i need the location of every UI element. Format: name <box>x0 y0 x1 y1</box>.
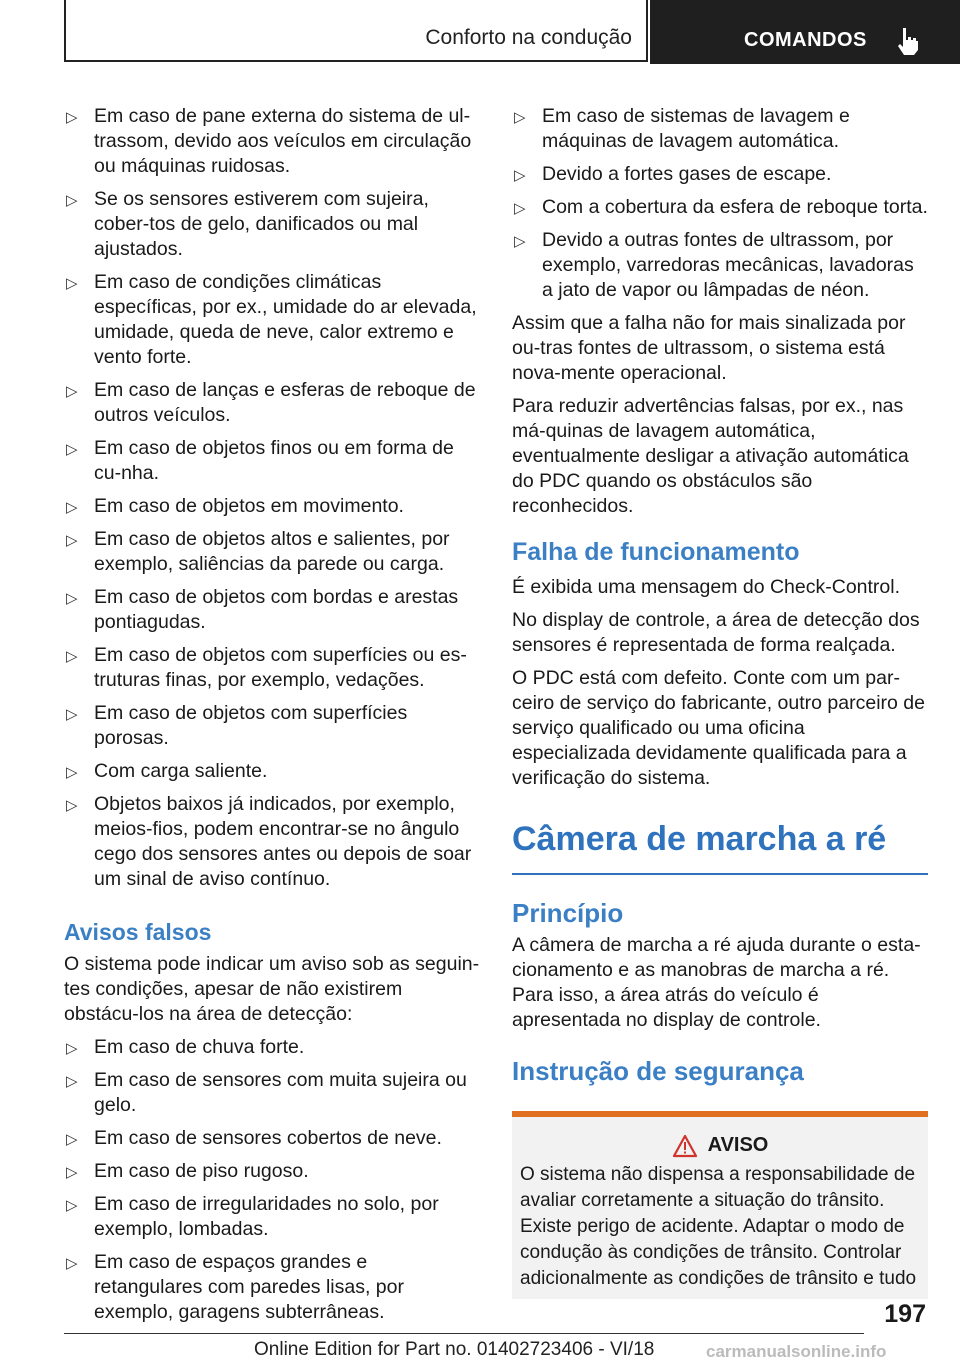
list-item-text: Em caso de objetos em movimento. <box>94 495 404 517</box>
triangle-bullet-icon: ▷ <box>514 167 526 184</box>
paragraph: No display de controle, a área de detecção dos sensores é representada de forma realçada. <box>512 609 920 656</box>
list-item-text: Com a cobertura da esfera de reboque torta. <box>542 196 928 218</box>
list-item <box>64 1126 480 1151</box>
left-column <box>64 104 480 1333</box>
warning-title: AVISO <box>707 1134 769 1156</box>
list-item-text: Objetos baixos já indicados, por exemplo, meios-fios, podem encontrar-se no ângulo cego dos sensores antes ou depois de soar um sinal de aviso contínuo. <box>94 793 472 890</box>
list-item-text: Em caso de espaços grandes e retangulares com paredes lisas, por exemplo, garagens subterrâneas. <box>94 1251 404 1323</box>
list-item-text: Em caso de piso rugoso. <box>94 1160 309 1182</box>
list-item-text: Em caso de objetos com superfícies ou es-truturas finas, por exemplo, vedações. <box>94 644 467 691</box>
warning-text: O sistema não dispensa a responsabilidade de avaliar corretamente a situação do trânsito. Existe perigo de acidente. Adaptar o modo de condução às condições de trânsito. Controlar adicionalmente as condições de trânsito e tudo <box>520 1164 917 1289</box>
triangle-bullet-icon: ▷ <box>514 109 526 126</box>
list-item <box>64 1192 480 1242</box>
list-item <box>64 527 480 577</box>
list-item <box>64 1250 480 1325</box>
list-item-text: Com carga saliente. <box>94 760 268 782</box>
warning-triangle-icon <box>672 1134 698 1158</box>
paragraph: O PDC está com defeito. Conte com um par-ceiro de serviço do fabricante, outro parceiro de serviço qualificado ou uma oficina especializada devidamente qualificada para a verificação do sistema. <box>512 667 925 789</box>
list-item <box>64 378 480 428</box>
list-item-text: Em caso de sensores com muita sujeira ou gelo. <box>94 1069 467 1116</box>
list-item <box>512 162 928 187</box>
list-item-text: Em caso de irregularidades no solo, por exemplo, lombadas. <box>94 1193 439 1240</box>
paragraph-avisos: O sistema pode indicar um aviso sob as seguin-tes condições, apesar de não existirem obstácu-los na área de detecção: <box>64 953 480 1025</box>
triangle-bullet-icon: ▷ <box>66 532 78 549</box>
list-item-text: Em caso de objetos com superfícies porosas. <box>94 702 408 749</box>
triangle-bullet-icon: ▷ <box>66 1164 78 1181</box>
triangle-bullet-icon: ▷ <box>514 233 526 250</box>
page-number: 197 <box>884 1300 926 1328</box>
list-item <box>512 104 928 154</box>
triangle-bullet-icon: ▷ <box>66 1073 78 1090</box>
bullet-list-false-warnings <box>64 1035 480 1325</box>
triangle-bullet-icon: ▷ <box>66 109 78 126</box>
triangle-bullet-icon: ▷ <box>66 275 78 292</box>
list-item <box>64 270 480 370</box>
triangle-bullet-icon: ▷ <box>66 797 78 814</box>
section-header-box <box>64 0 648 62</box>
triangle-bullet-icon: ▷ <box>514 200 526 217</box>
chapter-tab-label: COMANDOS <box>744 29 867 51</box>
section-title: Conforto na condução <box>425 26 632 49</box>
chapter-tab <box>650 0 960 64</box>
list-item-text: Em caso de condições climáticas específicas, por ex., umidade do ar elevada, umidade, queda de neve, calor extremo e vento forte. <box>94 271 477 368</box>
footer-divider <box>64 1333 864 1334</box>
triangle-bullet-icon: ▷ <box>66 764 78 781</box>
list-item <box>512 195 928 220</box>
heading-falha-de-funcionamento: Falha de funcionamento <box>512 538 800 566</box>
page-header <box>64 0 960 66</box>
paragraph: Para reduzir advertências falsas, por ex., nas má-quinas de lavagem automática, eventualmente desligar a ativação automática do PDC quando os obstáculos são reconhecidos. <box>512 395 909 517</box>
list-item-text: Em caso de chuva forte. <box>94 1036 305 1058</box>
list-item-text: Em caso de sistemas de lavagem e máquinas de lavagem automática. <box>542 105 850 152</box>
warning-header <box>520 1133 920 1158</box>
list-item <box>64 701 480 751</box>
list-item-text: Em caso de lanças e esferas de reboque de outros veículos. <box>94 379 476 426</box>
triangle-bullet-icon: ▷ <box>66 706 78 723</box>
warning-box <box>512 1111 928 1299</box>
list-item <box>64 1068 480 1118</box>
bullet-list-false-warnings-cont <box>512 104 928 303</box>
list-item-text: Devido a fortes gases de escape. <box>542 163 832 185</box>
list-item <box>64 643 480 693</box>
triangle-bullet-icon: ▷ <box>66 441 78 458</box>
list-item <box>64 759 480 784</box>
list-item <box>64 1159 480 1184</box>
triangle-bullet-icon: ▷ <box>66 1040 78 1057</box>
triangle-bullet-icon: ▷ <box>66 1131 78 1148</box>
list-item <box>64 494 480 519</box>
right-column <box>512 104 928 1299</box>
watermark: carmanualsonline.info <box>706 1342 887 1361</box>
list-item-text: Em caso de objetos altos e salientes, por exemplo, saliências da parede ou carga. <box>94 528 450 575</box>
triangle-bullet-icon: ▷ <box>66 1255 78 1272</box>
list-item <box>64 104 480 179</box>
paragraph: A câmera de marcha a ré ajuda durante o esta-cionamento e as manobras de marcha a ré. Para isso, a área atrás do veículo é apresentada no display de controle. <box>512 934 921 1031</box>
list-item-text: Em caso de objetos com bordas e arestas pontiagudas. <box>94 586 459 633</box>
list-item-text: Em caso de objetos finos ou em forma de cu-nha. <box>94 437 454 484</box>
triangle-bullet-icon: ▷ <box>66 590 78 607</box>
triangle-bullet-icon: ▷ <box>66 499 78 516</box>
pointing-hand-icon <box>894 26 922 56</box>
list-item <box>64 792 480 892</box>
triangle-bullet-icon: ▷ <box>66 1197 78 1214</box>
list-item <box>64 585 480 635</box>
edition-info: Online Edition for Part no. 01402723406 - VI/18 <box>254 1339 655 1360</box>
list-item-text: Em caso de sensores cobertos de neve. <box>94 1127 442 1149</box>
list-item-text: Devido a outras fontes de ultrassom, por exemplo, varredoras mecânicas, lavadoras a jato de vapor ou lâmpadas de néon. <box>542 229 914 301</box>
list-item-text: Se os sensores estiverem com sujeira, cober-tos de gelo, danificados ou mal ajustados. <box>94 188 429 260</box>
triangle-bullet-icon: ▷ <box>66 648 78 665</box>
list-item-text: Em caso de pane externa do sistema de ul-trassom, devido aos veículos em circulação ou máquinas ruidosas. <box>94 105 472 177</box>
list-item <box>64 1035 480 1060</box>
list-item <box>64 436 480 486</box>
list-item <box>512 228 928 303</box>
heading-camera-de-marcha-a-re: Câmera de marcha a ré <box>512 819 928 875</box>
triangle-bullet-icon: ▷ <box>66 192 78 209</box>
triangle-bullet-icon: ▷ <box>66 383 78 400</box>
heading-principio: Princípio <box>512 898 624 928</box>
paragraph: Assim que a falha não for mais sinalizada por ou-tras fontes de ultrassom, o sistema está nova-mente operacional. <box>512 312 906 384</box>
list-item <box>64 187 480 262</box>
paragraph: É exibida uma mensagem do Check-Control. <box>512 576 901 598</box>
heading-instrucao-de-seguranca: Instrução de segurança <box>512 1056 804 1086</box>
heading-avisos-falsos: Avisos falsos <box>64 919 212 945</box>
bullet-list-interferences <box>64 104 480 892</box>
